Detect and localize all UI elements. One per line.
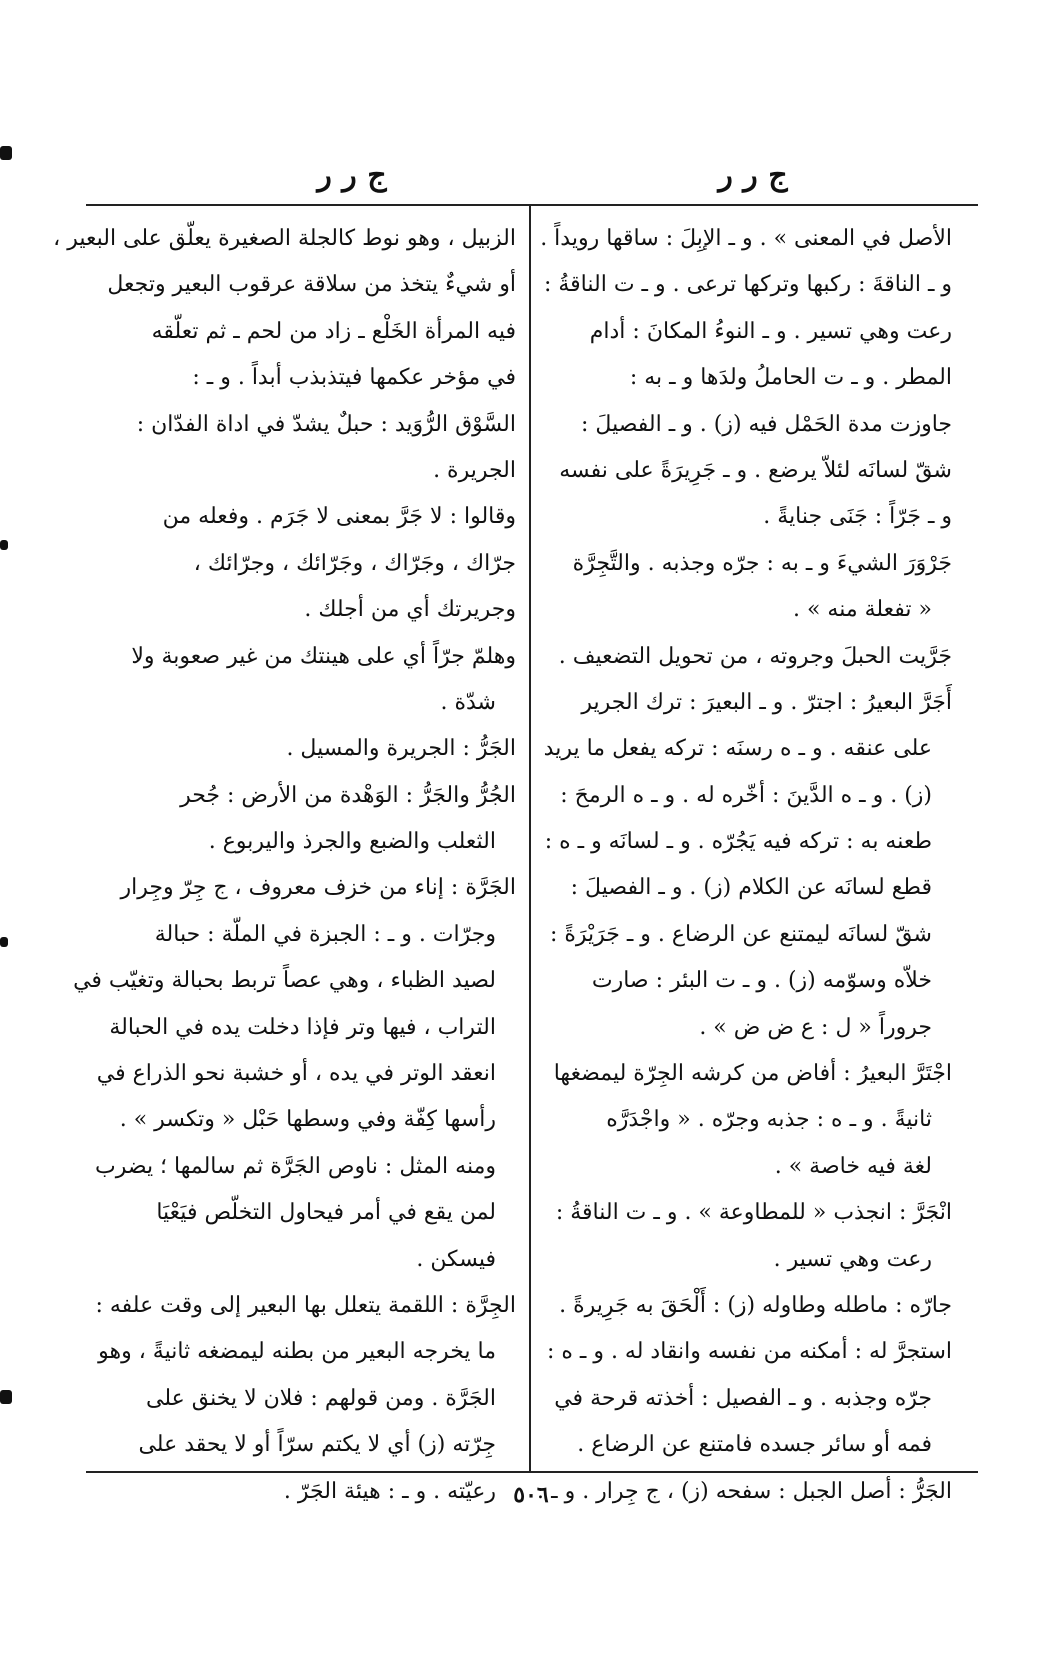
entry-line: السَّوْق الرُّوَيد : حبلٌ يشدّ في اداة الفدّان : bbox=[136, 411, 516, 437]
entry-line: التراب ، فيها وتر فإذا دخلت يده في الحبالة bbox=[109, 1014, 496, 1040]
left-column bbox=[53, 216, 516, 1504]
entry-line: أَجَرَّ البعيرُ : اجترّ . و ـ البعيرَ : ترك الجرير bbox=[581, 689, 952, 715]
entry-line: الأصل في المعنى » . و ـ الإبِلَ : ساقها رويداً . bbox=[540, 226, 952, 251]
entry-line: « تفعلة منه » . bbox=[792, 597, 932, 623]
right-column bbox=[536, 216, 952, 1504]
entry-line: استجرَّ له : أمكنه من نفسه وانقاد له . و ـ ه : bbox=[546, 1339, 952, 1365]
entry-line: ثانيةً . و ـ ه : جذبه وجرّه . « واجْدَرَّه bbox=[606, 1107, 932, 1133]
entry-line: قطع لسانَه عن الكلام (ز) . و ـ الفصيلَ : bbox=[570, 875, 932, 901]
entry-line: و ـ الناقةَ : ركبها وتركها ترعى . و ـ ت الناقةُ : bbox=[543, 272, 952, 298]
entry-line: الجَرَّة . ومن قولهم : فلان لا يخنق على bbox=[146, 1385, 496, 1411]
entry-line: وهلمّ جرّاً أي على هينتك من غير صعوبة ولا bbox=[131, 643, 516, 669]
entry-line: فيه المرأة الخَلْع ـ زاد من لحم ـ ثم تعلّقه bbox=[151, 318, 516, 344]
entry-line: الثعلب والضبع والجرذ واليربوع . bbox=[208, 829, 496, 855]
entry-line: الجريرة . bbox=[433, 457, 516, 483]
entry-line: رأسها كِفّة وفي وسطها حَبْل « وتكسر » . bbox=[119, 1107, 496, 1133]
entry-line: الجَرُّ : الجريرة والمسيل . bbox=[286, 736, 516, 762]
entry-line: شقّ لسانَه لئلاّ يرضع . و ـ جَرِيرَةً على نفسه bbox=[559, 457, 952, 483]
right-column-header: ج ر ر bbox=[718, 158, 788, 193]
entry-line: شدّة . bbox=[440, 689, 496, 715]
margin-mark bbox=[0, 937, 8, 947]
entry-line: رعت وهي تسير . و ـ النوءُ المكانَ : أدام bbox=[589, 318, 952, 344]
entry-line: الجُرُّ والجَرُّ : الوَهْدة من الأرض : جُحر bbox=[180, 782, 516, 808]
entry-line: جِرّته (ز) أي لا يكتم سرّاً أو لا يحقد على bbox=[138, 1432, 496, 1458]
entry-line: انْجَرَّ : انجذب « للمطاوعة » . و ـ ت الناقةُ : bbox=[555, 1200, 952, 1226]
bottom-rule bbox=[86, 1471, 978, 1473]
left-column-header: ج ر ر bbox=[317, 158, 387, 193]
entry-line: الجَرَّة : إناء من خزف معروف ، ج جِرّ وجِرار bbox=[120, 875, 516, 901]
page-number: ٥٠٦ bbox=[513, 1482, 549, 1508]
entry-line: الزبيل ، وهو نوط كالجلة الصغيرة يعلّق على البعير ، bbox=[53, 226, 516, 251]
margin-mark bbox=[0, 146, 12, 160]
margin-mark bbox=[0, 1390, 12, 1404]
entry-line: فمه أو سائر جسده فامتنع عن الرضاع . bbox=[577, 1432, 932, 1458]
entry-line: ومنه المثل : ناوص الجَرَّة ثم سالمها ؛ يضرب bbox=[95, 1153, 496, 1179]
entry-line: جرّاك ، وجَرّاك ، وجَرّائك ، وجرّائك ، bbox=[193, 550, 516, 576]
entry-line: خلاّه وسوّمه (ز) . و ـ ت البئر : صارت bbox=[591, 968, 932, 994]
entry-line: وقالوا : لا جَرَّ بمعنى لا جَرَم . وفعله من bbox=[162, 504, 516, 530]
entry-line: الجِرَّة : اللقمة يتعلل بها البعير إلى وقت علفه : bbox=[95, 1292, 516, 1318]
entry-line: و ـ جَرّاً : جَنَى جنايةً . bbox=[763, 504, 952, 530]
entry-line: جروراً « ل : ع ض ض » . bbox=[699, 1014, 932, 1040]
entry-line: فيسكن . bbox=[416, 1246, 496, 1272]
entry-line: جارّه : ماطله وطاوله (ز) : أَلْحَقَ به جَرِيرةً . bbox=[559, 1292, 952, 1318]
entry-line: طعنه به : تركه فيه يَجُرّه . و ـ لسانَه و ـ ه : bbox=[544, 829, 932, 855]
entry-line: على عنقه . و ـ ه رسنَه : تركه يفعل ما يريد bbox=[543, 736, 932, 762]
entry-line: الجَرُّ : أصل الجبل : سفحه (ز) ، ج جِرار . و ـ : bbox=[536, 1478, 952, 1504]
entry-line: وجريرتك أي من أجلك . bbox=[304, 597, 516, 623]
entry-line: رعيّته . و ـ : هيئة الجَرّ . bbox=[283, 1478, 496, 1504]
entry-line: رعت وهي تسير . bbox=[773, 1246, 932, 1272]
entry-line: اجْتَرَّ البعيرُ : أفاض من كرشه الجِرّة ليمضغها bbox=[553, 1061, 952, 1087]
entry-line: انعقد الوتر في يده ، أو خشبة نحو الذراع في bbox=[96, 1061, 496, 1087]
margin-mark bbox=[0, 540, 8, 550]
entry-line: ما يخرجه البعير من بطنه ليمضغه ثانيةً ، وهو bbox=[98, 1339, 496, 1365]
entry-line: جَرَّيت الحبلَ وجروته ، من تحويل التضعيف . bbox=[558, 643, 952, 669]
entry-line: شقّ لسانَه ليمتنع عن الرضاع . و ـ جَرَيْرَةً : bbox=[549, 921, 932, 947]
column-divider bbox=[529, 206, 531, 1471]
entry-line: في مؤخر عكمها فيتذبذب أبداً . و ـ : bbox=[192, 365, 516, 391]
top-rule bbox=[86, 204, 978, 206]
entry-line: جَرْوَرَ الشيءَ و ـ به : جرّه وجذبه . والتَّجِرَّة bbox=[572, 550, 952, 576]
entry-line: المطر . و ـ ت الحاملُ ولدَها و ـ به : bbox=[629, 365, 952, 391]
entry-line: لمن يقع في أمر فيحاول التخلّص فيَعْيَا bbox=[156, 1200, 496, 1226]
entry-line: جاوزت مدة الحَمْل فيه (ز) . و ـ الفصيلَ : bbox=[581, 411, 952, 437]
entry-line: (ز) . و ـ ه الدَّينَ : أخّره له . و ـ ه الرمحَ : bbox=[560, 782, 932, 808]
entry-line: لغة فيه خاصة » . bbox=[774, 1153, 932, 1179]
entry-line: جرّه وجذبه . و ـ الفصيل : أخذته قرحة في bbox=[554, 1385, 932, 1411]
entry-line: لصيد الظباء ، وهي عصاً تربط بحبالة وتغيّب في bbox=[73, 968, 496, 994]
entry-line: أو شيءٌ يتخذ من سلاقة عرقوب البعير وتجعل bbox=[107, 272, 516, 298]
entry-line: وجرّات . و ـ : الجبزة في الملّة : حبالة bbox=[154, 921, 496, 947]
